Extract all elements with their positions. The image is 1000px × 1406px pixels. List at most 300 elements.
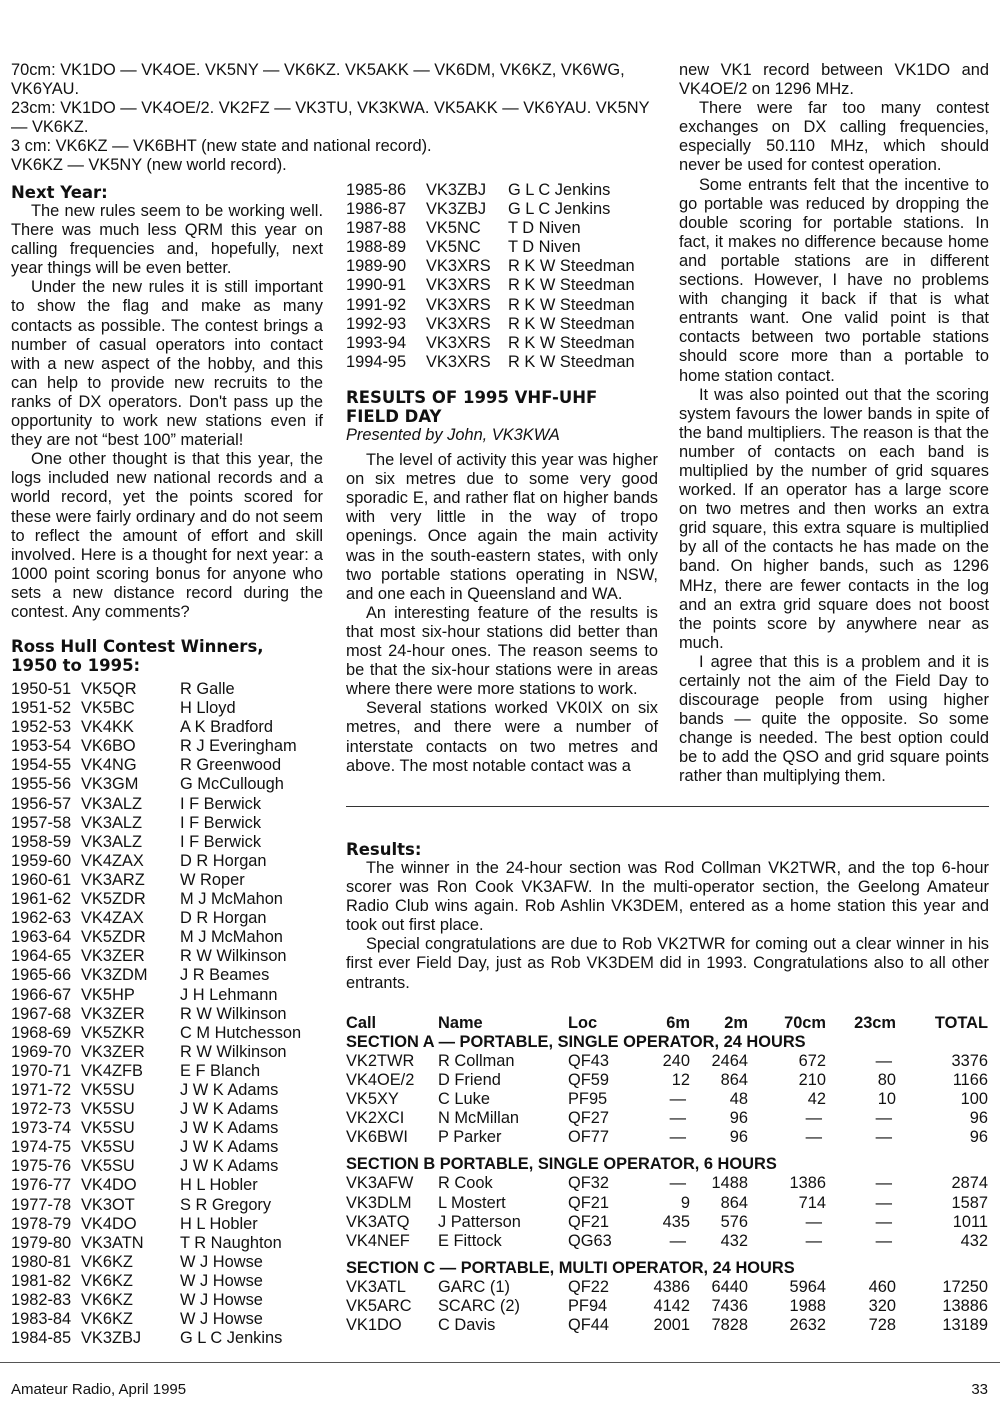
winner-year: 1984-85	[11, 1329, 72, 1348]
winner-name: J W K Adams	[180, 1080, 279, 1099]
winner-callsign: VK3XRS	[426, 314, 491, 333]
winner-row	[11, 909, 301, 928]
footer-publication: Amateur Radio, April 1995	[11, 1381, 187, 1398]
next-year-paragraph: The new rules seem to be working well. There was much less QRM this year on calling frequencies and, hopefully, next year things will be even better.	[11, 202, 323, 278]
result-total: 2874	[951, 1174, 988, 1193]
result-total: 17250	[942, 1277, 988, 1296]
field-day-paragraph: The level of activity this year was higher on six metres due to some very good sporadic E, and rather flat on higher bands with very little in the way of tropo openings. Once again the main activity was in the south-eastern states, with only two portable stations operating in NSW, and one each in Queensland and WA.	[346, 451, 658, 603]
winner-callsign: VK3ZER	[81, 1042, 145, 1061]
result-call: VK3ATQ	[346, 1212, 410, 1231]
results-table	[346, 1014, 988, 1336]
winner-name: R K W Steedman	[508, 276, 635, 295]
winner-name: H L Hobler	[180, 1176, 258, 1195]
winner-name: H Lloyd	[180, 699, 236, 718]
column-header-total: TOTAL	[934, 1013, 988, 1032]
result-call: VK1DO	[346, 1316, 402, 1335]
winner-year: 1956-57	[11, 794, 72, 813]
result-total: 13886	[942, 1296, 988, 1315]
winner-year: 1978-79	[11, 1214, 72, 1233]
column-header-loc: Loc	[568, 1013, 598, 1032]
result-23cm: —	[875, 1193, 892, 1212]
winner-name: R K W Steedman	[508, 257, 635, 276]
winner-callsign: VK4DO	[81, 1214, 137, 1233]
winner-name: R W Wilkinson	[180, 1004, 287, 1023]
winner-year: 1975-76	[11, 1157, 72, 1176]
winner-name: G L C Jenkins	[508, 181, 611, 199]
winner-row	[11, 966, 301, 985]
band-records	[11, 61, 671, 176]
winner-name: J R Beames	[180, 966, 270, 985]
section-title-row	[346, 1251, 988, 1278]
result-2m: 48	[729, 1090, 748, 1109]
winner-callsign: VK5SU	[81, 1138, 135, 1157]
result-loc: QF22	[568, 1277, 609, 1296]
winner-callsign: VK3ZER	[81, 947, 145, 966]
field-day-continued	[679, 61, 989, 787]
result-loc: QF59	[568, 1070, 609, 1089]
result-70cm: 210	[798, 1070, 826, 1089]
result-2m: 7828	[711, 1316, 748, 1335]
results-heading: Results:	[346, 840, 422, 859]
section-title: SECTION B PORTABLE, SINGLE OPERATOR, 6 HOURS	[346, 1155, 777, 1174]
result-loc: QG63	[568, 1231, 612, 1250]
winner-callsign: VK6KZ	[81, 1271, 133, 1290]
result-name: C Luke	[438, 1090, 490, 1109]
winner-year: 1953-54	[11, 737, 72, 756]
winner-callsign: VK3ZBJ	[426, 200, 487, 219]
page-number: 33	[971, 1381, 988, 1398]
winner-row	[346, 200, 635, 219]
result-23cm: —	[875, 1128, 892, 1147]
winner-name: T D Niven	[508, 219, 581, 238]
winner-callsign: VK3XRS	[426, 352, 491, 371]
result-70cm: —	[805, 1212, 822, 1231]
winner-row	[11, 1329, 301, 1348]
result-call: VK4OE/2	[346, 1070, 415, 1089]
winner-name: D R Horgan	[180, 851, 267, 870]
result-total: 1011	[952, 1212, 988, 1231]
right-column-paragraph: It was also pointed out that the scoring system favours the lower bands in spite of the band multipliers. The reason is that the number of contacts on each band is multiplied by the number of grid squares worked. If an operator has a large score on two metres and then works an extra grid square, this extra square is multiplied by all of the contacts he has made on the band. On higher bands, such as 1296 MHz, there are fewer contacts in the log and an extra grid square does not boost the points score by anywhere near as much.	[679, 385, 989, 652]
winner-callsign: VK5ZKR	[81, 1023, 145, 1042]
winner-row	[11, 1024, 301, 1043]
result-70cm: 1386	[789, 1174, 826, 1193]
column-header-70cm: 70cm	[784, 1013, 826, 1032]
result-row	[346, 1174, 988, 1193]
result-name: SCARC (2)	[438, 1296, 520, 1315]
result-loc: QF21	[568, 1193, 609, 1212]
winner-name: M J McMahon	[180, 928, 283, 947]
result-name: GARC (1)	[438, 1277, 510, 1296]
winner-row	[346, 353, 635, 372]
winner-name: J W K Adams	[180, 1100, 279, 1119]
winner-year: 1990-91	[346, 276, 407, 295]
result-70cm: 2632	[789, 1316, 826, 1335]
result-call: VK5XY	[346, 1090, 399, 1109]
record-70cm: 70cm: VK1DO — VK4OE. VK5NY — VK6KZ. VK5AKK — VK6DM, VK6KZ, VK6WG, VK6YAU.	[11, 61, 625, 99]
winner-row	[346, 238, 635, 257]
winner-row	[11, 871, 301, 890]
winner-callsign: VK3ATN	[81, 1233, 144, 1252]
winner-callsign: VK3ZER	[81, 1004, 145, 1023]
result-row	[346, 1071, 988, 1090]
right-column-lead: new VK1 record between VK1DO and VK4OE/2 on 1296 MHz.	[679, 61, 989, 99]
winner-callsign: VK3GM	[81, 775, 139, 794]
result-name: R Collman	[438, 1051, 515, 1070]
winner-callsign: VK4ZAX	[81, 909, 144, 928]
result-loc: OF77	[568, 1128, 609, 1147]
winner-year: 1989-90	[346, 257, 407, 276]
winner-row	[11, 795, 301, 814]
winner-callsign: VK4NG	[81, 756, 137, 775]
next-year-paragraph: Under the new rules it is still important to show the flag and make as many contacts as possible. The contest brings a number of casual operators into contact with a new aspect of the hobby, and this can help to provide new recruits to the ranks of DX operators. Don't pass up the opportunity to work new stations even if they are not “best 100” material!	[11, 278, 323, 450]
winner-year: 1950-51	[11, 680, 72, 698]
winner-callsign: VK3ARZ	[81, 870, 145, 889]
result-loc: QF32	[568, 1174, 609, 1193]
winner-callsign: VK5NC	[426, 238, 481, 257]
winner-name: W J Howse	[180, 1252, 263, 1271]
winner-year: 1957-58	[11, 813, 72, 832]
result-call: VK3AFW	[346, 1174, 414, 1193]
winner-row	[11, 1215, 301, 1234]
winner-year: 1981-82	[11, 1271, 72, 1290]
winner-name: R K W Steedman	[508, 333, 635, 352]
result-2m: 7436	[711, 1296, 748, 1315]
winner-row	[11, 1138, 301, 1157]
winner-name: M J McMahon	[180, 890, 283, 909]
winner-callsign: VK6KZ	[81, 1291, 133, 1309]
result-6m: 4142	[653, 1296, 690, 1315]
result-row	[346, 1232, 988, 1251]
winner-row	[11, 833, 301, 852]
ross-hull-winners-continued	[346, 181, 635, 372]
winner-callsign: VK3XRS	[426, 333, 491, 352]
winner-callsign: VK5BC	[81, 699, 135, 718]
winner-row	[11, 852, 301, 871]
record-3cm: 3 cm: VK6KZ — VK6BHT (new state and national record).	[11, 137, 432, 156]
result-6m: 12	[671, 1070, 690, 1089]
winner-name: R W Wilkinson	[180, 1042, 287, 1061]
result-row	[346, 1213, 988, 1232]
record-23cm: 23cm: VK1DO — VK4OE/2. VK2FZ — VK3TU, VK3KWA. VK5AKK — VK6YAU. VK5NY — VK6KZ.	[11, 99, 650, 137]
result-loc: PF94	[568, 1296, 608, 1315]
result-loc: QF43	[568, 1051, 609, 1070]
field-day-byline: Presented by John, VK3KWA	[346, 426, 560, 444]
result-70cm: —	[805, 1231, 822, 1250]
result-name: D Friend	[438, 1070, 501, 1089]
winner-year: 1982-83	[11, 1291, 72, 1309]
result-23cm: —	[875, 1212, 892, 1231]
winner-name: H L Hobler	[180, 1214, 258, 1233]
result-6m: 9	[680, 1193, 690, 1212]
winner-callsign: VK5SU	[81, 1100, 135, 1119]
winner-callsign: VK4ZAX	[81, 851, 144, 870]
winner-callsign: VK3ALZ	[81, 832, 143, 851]
winner-year: 1951-52	[11, 699, 72, 718]
winner-year: 1991-92	[346, 295, 407, 314]
result-2m: 2464	[711, 1051, 748, 1070]
result-loc: QF44	[568, 1316, 609, 1335]
winner-row	[11, 737, 301, 756]
winner-year: 1967-68	[11, 1004, 72, 1023]
winner-row	[11, 986, 301, 1005]
winner-year: 1964-65	[11, 947, 72, 966]
record-world: VK6KZ — VK5NY (new world record).	[11, 156, 287, 175]
result-total: 100	[960, 1090, 988, 1109]
results-header-row	[346, 1014, 988, 1033]
result-call: VK6BWI	[346, 1128, 408, 1147]
winner-name: W J Howse	[180, 1271, 263, 1290]
winner-callsign: VK3XRS	[426, 295, 491, 314]
winner-name: R Greenwood	[180, 756, 282, 775]
result-23cm: —	[875, 1109, 892, 1128]
winner-row	[11, 756, 301, 775]
result-6m: 4386	[653, 1277, 690, 1296]
column-header-6m: 6m	[666, 1013, 690, 1032]
winner-name: R Galle	[180, 680, 235, 698]
result-6m: 2001	[653, 1316, 690, 1335]
result-name: N McMillan	[438, 1109, 520, 1128]
winner-row	[11, 1272, 301, 1291]
winner-year: 1986-87	[346, 200, 407, 219]
winner-year: 1979-80	[11, 1233, 72, 1252]
result-row	[346, 1194, 988, 1213]
result-total: 432	[960, 1231, 988, 1250]
results-paragraph: The winner in the 24-hour section was Rod Collman VK2TWR, and the top 6-hour scorer was Ron Cook VK3AFW. In the multi-operator section, the Geelong Amateur Radio Club wins again. Rob Ashlin VK3DEM, entered as a home station this year and took out first place.	[346, 859, 989, 935]
section-divider	[346, 806, 989, 807]
winner-callsign: VK3ALZ	[81, 813, 143, 832]
winner-name: J H Lehmann	[180, 985, 278, 1004]
winner-callsign: VK5SU	[81, 1119, 135, 1138]
winner-year: 1955-56	[11, 775, 72, 794]
winner-row	[11, 814, 301, 833]
result-call: VK2TWR	[346, 1051, 415, 1070]
result-total: 1166	[952, 1070, 988, 1089]
result-2m: 432	[720, 1231, 748, 1250]
winner-year: 1994-95	[346, 352, 407, 371]
winner-name: C M Hutchesson	[180, 1023, 302, 1042]
result-row	[346, 1316, 988, 1335]
winner-name: I F Berwick	[180, 813, 262, 832]
winner-row	[11, 1157, 301, 1176]
result-total: 13189	[942, 1316, 988, 1335]
result-name: L Mostert	[438, 1193, 506, 1212]
winner-row	[11, 775, 301, 794]
winner-row	[11, 1005, 301, 1024]
winner-row	[11, 1310, 301, 1329]
winner-row	[11, 1176, 301, 1195]
winner-row	[11, 1119, 301, 1138]
winner-name: G L C Jenkins	[508, 200, 611, 219]
next-year-paragraph: One other thought is that this year, the logs included new national records and a world record, yet the points scored for these were fairly ordinary and do not seem to reflect the amount of effort and skill involved. Here is a thought for next year: a 1000 point scoring bonus for anyone who sets a new distance record during the contest. Any comments?	[11, 450, 323, 621]
winner-row	[346, 334, 635, 353]
winner-row	[11, 1081, 301, 1100]
winner-name: I F Berwick	[180, 832, 262, 851]
section-title-row	[346, 1147, 988, 1174]
winner-year: 1970-71	[11, 1061, 72, 1080]
winner-callsign: VK3XRS	[426, 276, 491, 295]
result-6m: 435	[662, 1212, 690, 1231]
column-header-call: Call	[346, 1013, 377, 1032]
winner-row	[11, 1062, 301, 1081]
column-header-23cm: 23cm	[854, 1013, 896, 1032]
winner-name: G L C Jenkins	[180, 1329, 283, 1348]
result-2m: 96	[729, 1128, 748, 1147]
results-paragraph: Special congratulations are due to Rob VK2TWR for coming out a clear winner in his first ever Field Day, just as Rob VK3DEM did in 1993. Congratulations also to all other entrants.	[346, 935, 989, 992]
result-6m: —	[669, 1174, 686, 1193]
winner-year: 1988-89	[346, 238, 407, 257]
result-23cm: 460	[868, 1277, 896, 1296]
winner-callsign: VK6KZ	[81, 1310, 133, 1329]
winner-callsign: VK5SU	[81, 1080, 135, 1099]
winner-name: A K Bradford	[180, 718, 273, 737]
result-2m: 6440	[711, 1277, 748, 1296]
result-70cm: 1988	[789, 1296, 826, 1315]
winner-row	[346, 315, 635, 334]
winner-callsign: VK4KK	[81, 718, 134, 737]
ross-hull-section	[11, 637, 323, 1348]
result-23cm: —	[875, 1231, 892, 1250]
result-name: J Patterson	[438, 1212, 521, 1231]
winner-row	[346, 219, 635, 238]
winner-callsign: VK3ZBJ	[81, 1329, 142, 1348]
section-title: SECTION A — PORTABLE, SINGLE OPERATOR, 24 HOURS	[346, 1032, 806, 1051]
winner-year: 1980-81	[11, 1252, 72, 1271]
result-row	[346, 1278, 988, 1297]
winner-year: 1985-86	[346, 181, 407, 199]
result-row	[346, 1297, 988, 1316]
winner-year: 1961-62	[11, 890, 72, 909]
winner-year: 1959-60	[11, 851, 72, 870]
winner-name: R J Everingham	[180, 737, 297, 756]
winner-year: 1960-61	[11, 870, 72, 889]
result-loc: QF21	[568, 1212, 609, 1231]
winner-year: 1965-66	[11, 966, 72, 985]
result-total: 1587	[951, 1193, 988, 1212]
winner-row	[11, 1234, 301, 1253]
result-70cm: —	[805, 1109, 822, 1128]
result-2m: 864	[720, 1193, 748, 1212]
winner-callsign: VK5QR	[81, 680, 137, 698]
result-6m: 240	[662, 1051, 690, 1070]
winner-callsign: VK4ZFB	[81, 1061, 143, 1080]
result-23cm: —	[875, 1051, 892, 1070]
winner-callsign: VK3XRS	[426, 257, 491, 276]
result-call: VK3DLM	[346, 1193, 412, 1212]
column-header-name: Name	[438, 1013, 483, 1032]
result-call: VK5ARC	[346, 1296, 412, 1315]
footer-rule	[0, 1362, 1000, 1363]
results-section	[346, 840, 989, 1335]
winner-year: 1976-77	[11, 1176, 72, 1195]
ross-hull-winners-table	[11, 680, 301, 1348]
winner-row	[11, 718, 301, 737]
winner-year: 1968-69	[11, 1023, 72, 1042]
result-23cm: 10	[877, 1090, 896, 1109]
winner-row	[11, 680, 301, 699]
result-2m: 96	[729, 1109, 748, 1128]
winner-year: 1963-64	[11, 928, 72, 947]
winner-name: R K W Steedman	[508, 352, 635, 371]
result-call: VK2XCI	[346, 1109, 405, 1128]
winner-row	[11, 1043, 301, 1062]
right-column-paragraph: There were far too many contest exchanges on DX calling frequencies, especially 50.110 MHz, which should never be used for contest operation.	[679, 99, 989, 175]
winner-year: 1969-70	[11, 1042, 72, 1061]
winner-name: G McCullough	[180, 775, 284, 794]
winner-name: W J Howse	[180, 1310, 263, 1329]
winner-year: 1971-72	[11, 1080, 72, 1099]
result-2m: 864	[720, 1070, 748, 1089]
winner-year: 1958-59	[11, 832, 72, 851]
winner-name: J W K Adams	[180, 1157, 279, 1176]
result-23cm: 320	[868, 1296, 896, 1315]
winner-row	[11, 928, 301, 947]
winner-year: 1977-78	[11, 1195, 72, 1214]
winner-year: 1954-55	[11, 756, 72, 775]
result-loc: QF27	[568, 1109, 609, 1128]
winner-year: 1983-84	[11, 1310, 72, 1329]
winner-row	[11, 890, 301, 909]
ross-hull-heading: Ross Hull Contest Winners, 1950 to 1995:	[11, 637, 264, 675]
result-row	[346, 1052, 988, 1071]
winner-name: D R Horgan	[180, 909, 267, 928]
winner-name: J W K Adams	[180, 1119, 279, 1138]
winner-row	[346, 276, 635, 295]
result-total: 96	[969, 1109, 988, 1128]
winner-name: T R Naughton	[180, 1233, 282, 1252]
winner-year: 1993-94	[346, 333, 407, 352]
winner-row	[11, 947, 301, 966]
result-name: E Fittock	[438, 1231, 502, 1250]
result-70cm: 714	[798, 1193, 826, 1212]
winner-callsign: VK3ALZ	[81, 794, 143, 813]
winner-callsign: VK4DO	[81, 1176, 137, 1195]
column-header-2m: 2m	[724, 1013, 748, 1032]
winner-year: 1966-67	[11, 985, 72, 1004]
result-total: 3376	[951, 1051, 988, 1070]
result-total: 96	[969, 1128, 988, 1147]
right-column-paragraph: Some entrants felt that the incentive to go portable was reduced by dropping the double scoring for portable stations. In fact, it makes no difference because home and portable stations are in different sections. However, I have no problems with changing it back if that is what entrants want. One valid point is that contacts between two portable stations should score more than a portable to home station contact.	[679, 175, 989, 385]
winner-year: 1972-73	[11, 1100, 72, 1119]
result-2m: 576	[720, 1212, 748, 1231]
result-6m: —	[669, 1128, 686, 1147]
winner-row	[11, 1196, 301, 1215]
next-year-section	[11, 183, 323, 622]
field-day-paragraph: An interesting feature of the results is that most six-hour stations did better than most 24-hour ones. The reason seems to be that the six-hour stations were in areas where there were more stations to work.	[346, 603, 658, 699]
result-6m: —	[669, 1231, 686, 1250]
winner-name: J W K Adams	[180, 1138, 279, 1157]
field-day-paragraph: Several stations worked VK0IX on six metres, and there were a number of interstate contacts on two metres and above. The most notable contact was a	[346, 699, 658, 775]
winner-name: S R Gregory	[180, 1195, 272, 1214]
winner-name: T D Niven	[508, 238, 581, 257]
winner-row	[11, 699, 301, 718]
result-6m: —	[669, 1109, 686, 1128]
winner-callsign: VK5SU	[81, 1157, 135, 1176]
winner-name: W J Howse	[180, 1291, 263, 1309]
result-6m: —	[669, 1090, 686, 1109]
section-title-row	[346, 1033, 988, 1052]
winner-callsign: VK5NC	[426, 219, 481, 238]
result-70cm: 42	[807, 1090, 826, 1109]
winner-callsign: VK5ZDR	[81, 928, 146, 947]
winner-callsign: VK3ZDM	[81, 966, 148, 985]
winner-callsign: VK6KZ	[81, 1252, 133, 1271]
winner-callsign: VK6BO	[81, 737, 136, 756]
result-name: P Parker	[438, 1128, 502, 1147]
result-call: VK3ATL	[346, 1277, 406, 1296]
winner-year: 1952-53	[11, 718, 72, 737]
result-row	[346, 1128, 988, 1147]
winner-callsign: VK5ZDR	[81, 890, 146, 909]
